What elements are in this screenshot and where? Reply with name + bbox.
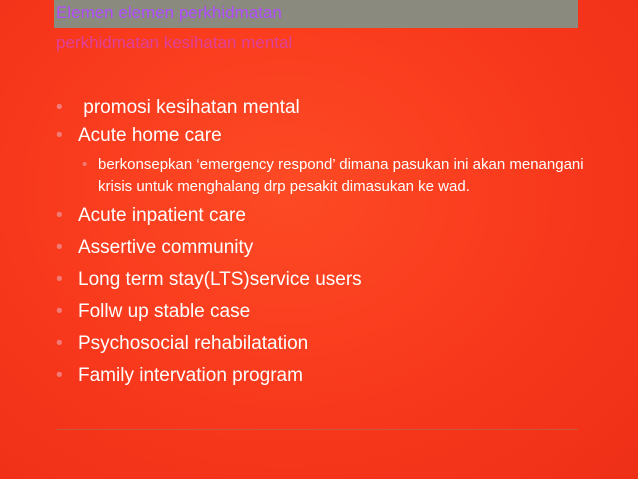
bullet-icon: • — [56, 205, 63, 226]
bullet-text: Psychosocial rehabilatation — [78, 333, 309, 354]
bullet-text: Family intervation program — [78, 365, 303, 386]
bullet-icon: • — [56, 237, 63, 258]
list-item — [56, 364, 596, 388]
list-item — [56, 332, 596, 356]
bullet-list — [56, 96, 596, 396]
bullet-text: Acute inpatient care — [78, 205, 246, 226]
slide-subtitle: perkhidmatan kesihatan mental — [56, 33, 293, 52]
list-item — [56, 268, 596, 292]
list-item — [56, 300, 596, 324]
bullet-icon: • — [56, 97, 63, 118]
bullet-icon: • — [82, 156, 88, 173]
list-item — [56, 204, 596, 228]
bullet-icon: • — [56, 301, 63, 322]
bullet-text: Acute home care — [78, 125, 222, 146]
bullet-icon: • — [56, 365, 63, 386]
list-item — [56, 96, 596, 120]
divider — [56, 429, 578, 430]
sub-list-item — [56, 154, 598, 198]
bullet-text: promosi kesihatan mental — [78, 97, 300, 118]
bullet-icon: • — [56, 333, 63, 354]
bullet-text: Long term stay(LTS)service users — [78, 269, 362, 290]
bullet-text: Assertive community — [78, 237, 254, 258]
list-item — [56, 236, 596, 260]
slide-title: Elemen elemen perkhidmatan — [56, 3, 282, 22]
list-item — [56, 124, 596, 148]
bullet-icon: • — [56, 269, 63, 290]
bullet-icon: • — [56, 125, 63, 146]
bullet-text: Follw up stable case — [78, 301, 251, 322]
sub-bullet-text: berkonsepkan ‘emergency respond’ dimana pasukan ini akan menangani krisis untuk menghalang drp pesakit dimasukan ke wad. — [98, 156, 584, 195]
